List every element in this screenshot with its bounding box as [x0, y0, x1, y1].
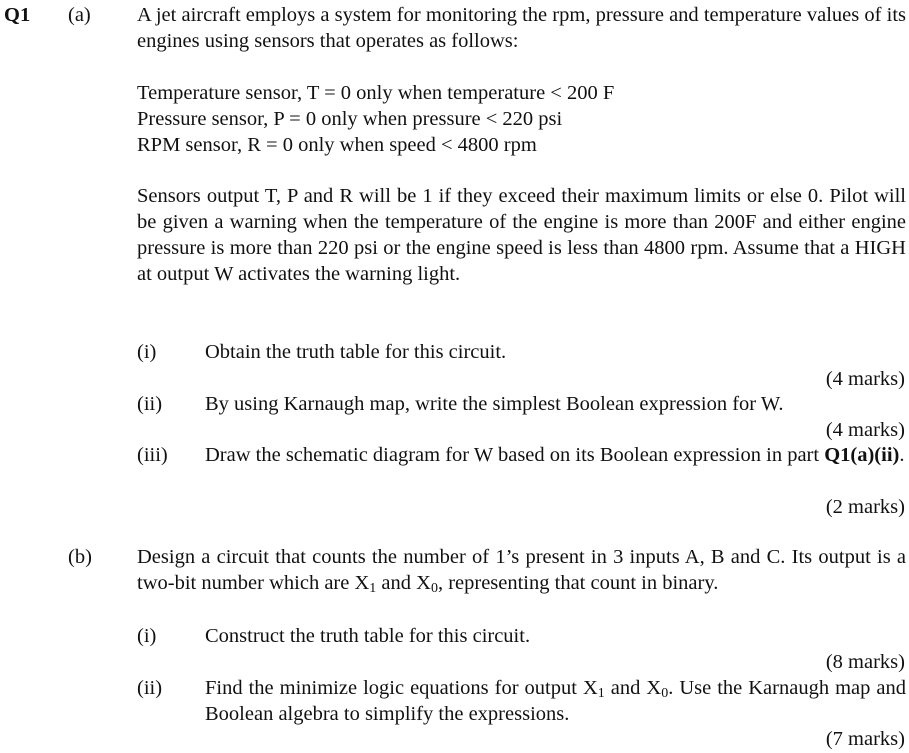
subq-a-ii-marks: (4 marks) — [825, 419, 905, 441]
part-b-label: (b) — [68, 546, 92, 568]
subq-a-i-label: (i) — [137, 341, 157, 363]
subq-a-iii-label: (iii) — [137, 444, 168, 466]
subq-b-ii-and: and X — [604, 677, 662, 699]
subq-a-iii-text-main: Draw the schematic diagram for W based on its Boolean expression in part — [205, 444, 820, 466]
part-b-sub-1: 1 — [369, 581, 377, 596]
subq-a-i-marks: (4 marks) — [825, 368, 905, 390]
part-a-description-text: Sensors output T, P and R will be 1 if they exceed their maximum limits or else 0. Pilot will be given a warning when the temperature of the engine is more than 200F and either engine pressure is more than 220 psi or the engine speed is less than 4800 rpm. Assume that a HIGH at output W activates the warning light. — [137, 185, 906, 285]
part-b-intro-1: Design a circuit that counts the number of 1’s present in 3 inputs A, B and C. Its output is a two-bit number which are X — [137, 546, 906, 594]
part-a-label: (a) — [68, 4, 91, 26]
subq-b-i-label: (i) — [137, 625, 157, 647]
sensor-list — [137, 80, 906, 158]
part-a-intro-text: A jet aircraft employs a system for monitoring the rpm, pressure and temperature values of its engines using sensors that operates as follows: — [137, 4, 906, 52]
subq-a-iii-period: . — [899, 444, 905, 466]
subq-b-ii-text — [205, 675, 906, 727]
subq-b-ii-text-2: . Use the Karnaugh map and Boolean algebra to simplify the expressions. — [205, 677, 906, 725]
subq-a-iii-reference: Q1(a)(ii) — [824, 444, 900, 466]
subq-b-ii-text-1: Find the minimize logic equations for output X — [205, 677, 598, 699]
part-a-description — [137, 183, 906, 287]
subq-b-ii-marks: (7 marks) — [825, 728, 905, 750]
subq-a-i-text: Obtain the truth table for this circuit. — [205, 341, 507, 363]
part-b-intro-text — [137, 544, 906, 596]
pressure-sensor-line: Pressure sensor, P = 0 only when pressure < 220 psi — [137, 108, 563, 130]
subq-b-ii-label: (ii) — [137, 677, 163, 699]
part-b-intro — [137, 544, 906, 596]
subq-a-iii-text — [205, 442, 906, 468]
subq-b-ii-sub-1: 1 — [597, 686, 605, 701]
part-b-sub-0: 0 — [430, 581, 438, 596]
rpm-sensor-line: RPM sensor, R = 0 only when speed < 4800 rpm — [137, 134, 537, 156]
subq-b-i-marks: (8 marks) — [825, 651, 905, 673]
part-a-intro — [137, 2, 906, 54]
question-number: Q1 — [4, 4, 31, 26]
subq-a-ii-label: (ii) — [137, 393, 163, 415]
part-b-intro-2: , representing that count in binary. — [437, 572, 719, 594]
part-b-and: and X — [376, 572, 431, 594]
subq-a-ii-text: By using Karnaugh map, write the simplest Boolean expression for W. — [205, 393, 784, 415]
subq-a-iii-marks: (2 marks) — [825, 496, 905, 518]
subq-b-i-text: Construct the truth table for this circuit. — [205, 625, 531, 647]
subq-b-ii-sub-0: 0 — [661, 686, 669, 701]
temperature-sensor-line: Temperature sensor, T = 0 only when temperature < 200 F — [137, 82, 615, 104]
